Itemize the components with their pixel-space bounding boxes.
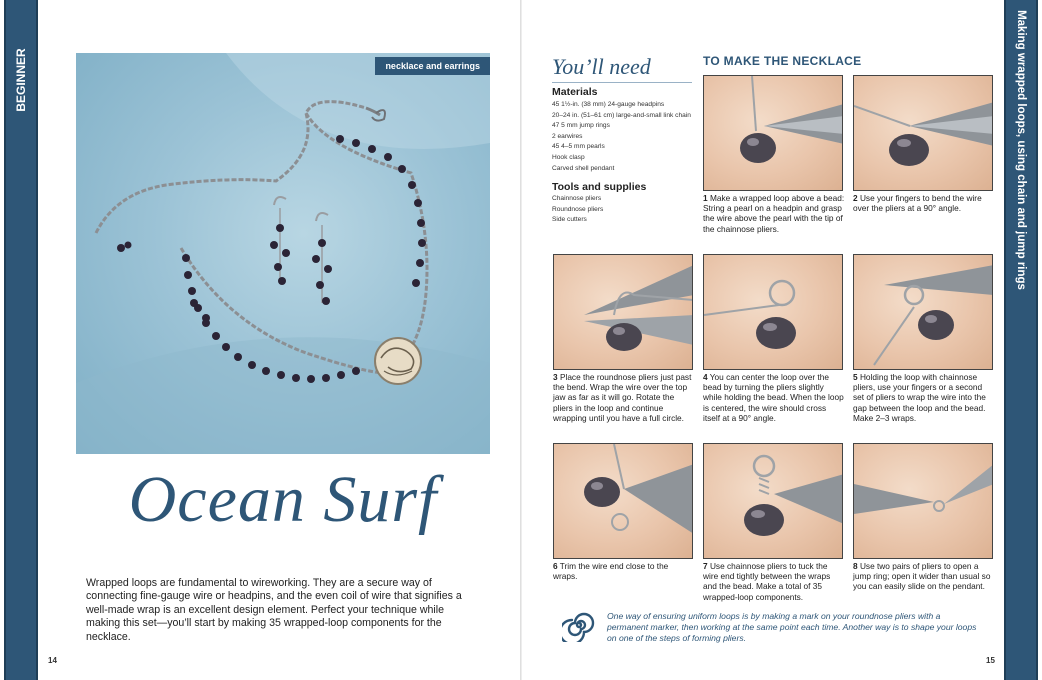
intro-paragraph: Wrapped loops are fundamental to wireworking. They are a secure way of connecting fine-gauge wire or headpins, and the even coil of wire that signifies a well-made wrap is an excellent design element. Perfect your technique while making this set—you’ll start by making 35 wrapped-loop components for the necklace. [86, 577, 462, 643]
technique-label: Making wrapped loops, using chain and jump rings [1015, 10, 1027, 290]
you-need-rule [552, 82, 692, 83]
jewelry-illustration [76, 53, 490, 454]
step-text: Use your fingers to bend the wire over the pliers at a 90° angle. [853, 193, 982, 214]
materials-item: 45 4–5 mm pearls [552, 143, 605, 151]
step-text: You can center the loop over the bead by turning the pliers slightly while holding the bead. When the loop is centered, the wire should cross itself at a 90° angle. [703, 372, 844, 423]
step-3-photo [553, 254, 693, 370]
right-sidebar [1004, 0, 1038, 680]
step-number: 3 [553, 372, 558, 382]
level-label: BEGINNER [14, 48, 28, 112]
materials-list [552, 100, 691, 174]
step-5-photo [853, 254, 993, 370]
step-text: Make a wrapped loop above a bead: String a pearl on a headpin and grasp the wire above the pearl with the tip of the chainnose pliers. [703, 193, 845, 234]
make-necklace-heading: TO MAKE THE NECKLACE [703, 54, 862, 68]
step-6-photo [553, 443, 693, 559]
step-4-photo [703, 254, 843, 370]
materials-item: 20–24 in. (51–61 cm) large-and-small link chain [552, 111, 691, 119]
step-1-photo [703, 75, 843, 191]
materials-item: Hook clasp [552, 153, 585, 161]
step-number: 2 [853, 193, 858, 203]
step-number: 4 [703, 372, 708, 382]
step-8-photo [853, 443, 993, 559]
step-5-caption [853, 372, 995, 423]
step-4-caption [703, 372, 845, 423]
tools-list [552, 194, 603, 226]
step-7-caption [703, 561, 845, 602]
step-text: Trim the wire end close to the wraps. [553, 561, 669, 582]
step-number: 8 [853, 561, 858, 571]
tools-heading: Tools and supplies [552, 181, 647, 193]
you-need-heading: You’ll need [552, 54, 651, 79]
step-2-photo [853, 75, 993, 191]
materials-item: 45 1½-in. (38 mm) 24-gauge headpins [552, 101, 665, 108]
spiral-icon [562, 608, 596, 647]
step-number: 1 [703, 193, 708, 203]
materials-item: 2 earwires [552, 132, 583, 140]
step-number: 6 [553, 561, 558, 571]
step-7-photo [703, 443, 843, 559]
materials-item: Carved shell pendant [552, 164, 615, 172]
step-number: 5 [853, 372, 858, 382]
hero-photo [76, 53, 490, 454]
step-8-caption [853, 561, 995, 592]
step-1-caption [703, 193, 845, 234]
step-text: Use chainnose pliers to tuck the wire end tightly between the wraps and the bead. Make a total of 35 wrapped-loop components. [703, 561, 831, 602]
step-number: 7 [703, 561, 708, 571]
tip-text: One way of ensuring uniform loops is by making a mark on your roundnose pliers with a permanent marker, then working at the same point each time. Another way is to shape your loops on one of the steps of forming pliers. [607, 611, 977, 643]
step-6-caption [553, 561, 695, 581]
materials-item: 47 5 mm jump rings [552, 122, 610, 130]
tools-item: Roundnose pliers [552, 205, 604, 213]
tools-item: Side cutters [552, 216, 587, 224]
step-text: Place the roundnose pliers just past the bend. Wrap the wire over the top jaw as far as it will go. Rotate the pliers in the loop and continue wrapping until you have a full circle. [553, 372, 692, 423]
page-number-right: 15 [986, 656, 995, 665]
page-gutter [520, 0, 522, 680]
tools-item: Chainnose pliers [552, 195, 602, 202]
step-2-caption [853, 193, 995, 213]
step-text: Use two pairs of pliers to open a jump ring; open it wider than usual so you can easily slide on the pendant. [853, 561, 991, 592]
page-title: Ocean Surf [128, 463, 438, 536]
step-3-caption [553, 372, 695, 423]
materials-heading: Materials [552, 86, 598, 98]
page-number-left: 14 [48, 656, 57, 665]
left-sidebar [4, 0, 38, 680]
step-text: Holding the loop with chainnose pliers, use your fingers or a second set of pliers to wrap the wire into the gap between the loop and the bead. Make 2–3 wraps. [853, 372, 986, 423]
hero-tag: necklace and earrings [375, 57, 490, 75]
